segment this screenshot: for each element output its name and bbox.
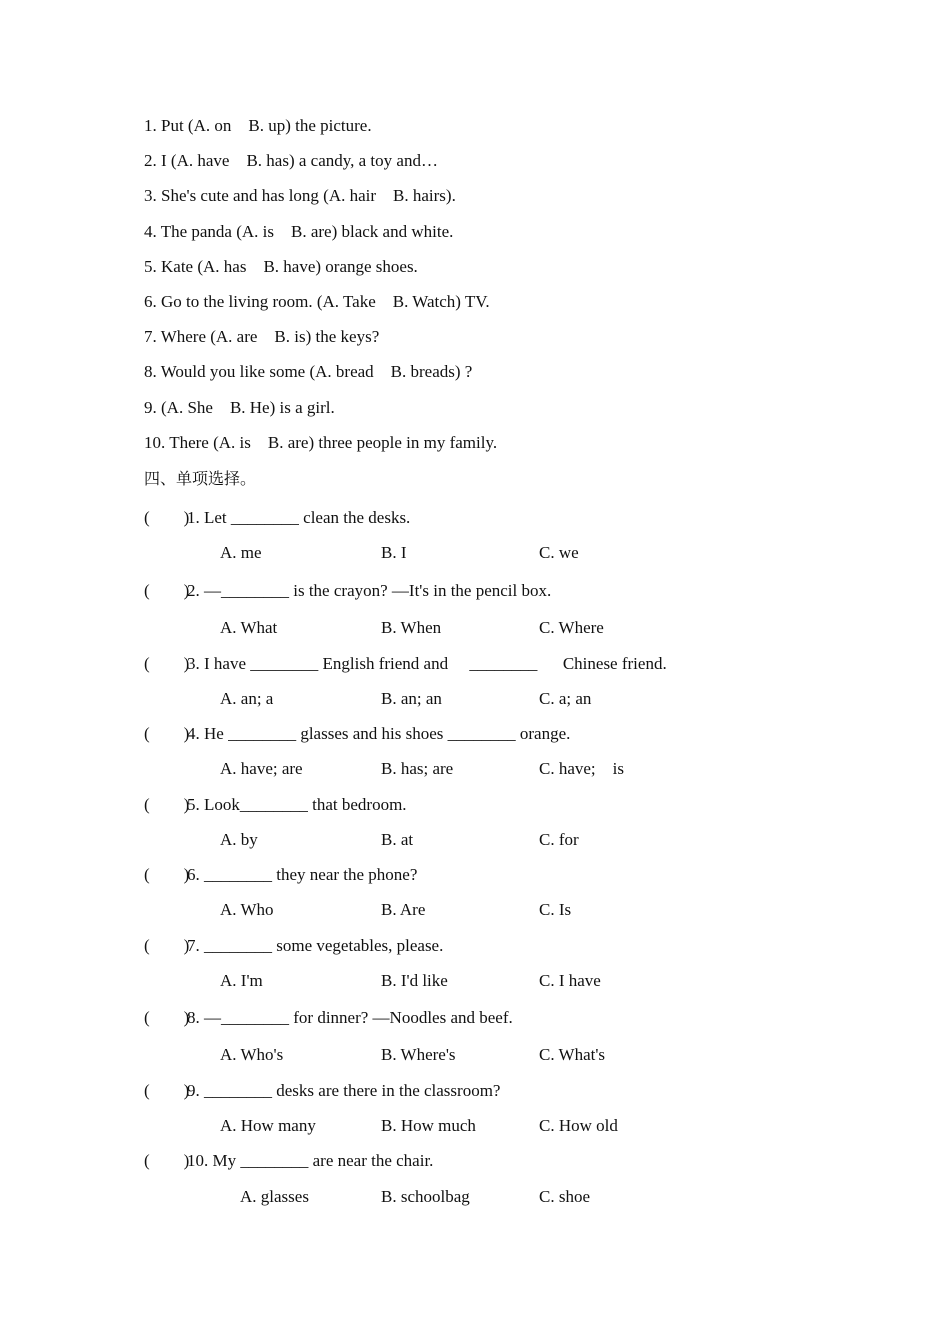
option-c: C. How old xyxy=(539,1116,618,1135)
option-c: C. we xyxy=(539,543,579,562)
answer-blank[interactable]: ( ) xyxy=(144,1151,190,1170)
option-b: B. When xyxy=(381,618,442,637)
option-b: B. Are xyxy=(381,900,426,919)
answer-blank[interactable]: ( ) xyxy=(144,654,190,673)
option-c: C. a; an xyxy=(539,689,592,708)
answer-blank[interactable]: ( ) xyxy=(144,581,190,600)
part3-item-10: 10. There (A. is B. are) three people in my family. xyxy=(144,433,498,452)
option-c: C. for xyxy=(539,830,579,849)
option-b: B. Where's xyxy=(381,1045,456,1064)
part3-item-2: 2. I (A. have B. has) a candy, a toy and… xyxy=(144,151,438,170)
answer-blank[interactable]: ( ) xyxy=(144,508,190,527)
option-c: C. What's xyxy=(539,1045,606,1064)
question-stem: 2. —________ is the crayon? —It's in the pencil box. xyxy=(187,581,552,600)
question-stem: 5. Look________ that bedroom. xyxy=(187,795,407,814)
option-b: B. How much xyxy=(381,1116,476,1135)
answer-blank[interactable]: ( ) xyxy=(144,865,190,884)
option-c: C. I have xyxy=(539,971,601,990)
option-b: B. schoolbag xyxy=(381,1187,470,1206)
option-c: C. shoe xyxy=(539,1187,590,1206)
option-b: B. an; an xyxy=(381,689,442,708)
question-stem: 9. ________ desks are there in the classroom? xyxy=(187,1081,501,1100)
option-c: C. have; is xyxy=(539,759,624,778)
question-stem: 10. My ________ are near the chair. xyxy=(187,1151,434,1170)
option-a: A. What xyxy=(220,618,278,637)
option-a: A. an; a xyxy=(220,689,274,708)
option-b: B. has; are xyxy=(381,759,454,778)
option-a: A. How many xyxy=(220,1116,316,1135)
part3-item-4: 4. The panda (A. is B. are) black and white. xyxy=(144,222,454,241)
part3-item-5: 5. Kate (A. has B. have) orange shoes. xyxy=(144,257,418,276)
question-stem: 6. ________ they near the phone? xyxy=(187,865,418,884)
option-b: B. I xyxy=(381,543,407,562)
option-a: A. Who xyxy=(220,900,274,919)
question-stem: 8. —________ for dinner? —Noodles and beef. xyxy=(187,1008,513,1027)
question-stem: 3. I have ________ English friend and ________ Chinese friend. xyxy=(187,654,667,673)
part3-item-8: 8. Would you like some (A. bread B. breads) ? xyxy=(144,362,473,381)
answer-blank[interactable]: ( ) xyxy=(144,1081,190,1100)
option-c: C. Is xyxy=(539,900,572,919)
option-a: A. I'm xyxy=(220,971,263,990)
answer-blank[interactable]: ( ) xyxy=(144,936,190,955)
question-stem: 7. ________ some vegetables, please. xyxy=(187,936,444,955)
question-stem: 1. Let ________ clean the desks. xyxy=(187,508,411,527)
option-c: C. Where xyxy=(539,618,604,637)
answer-blank[interactable]: ( ) xyxy=(144,724,190,743)
option-a: A. by xyxy=(220,830,258,849)
part3-item-9: 9. (A. She B. He) is a girl. xyxy=(144,398,335,417)
answer-blank[interactable]: ( ) xyxy=(144,1008,190,1027)
option-a: A. have; are xyxy=(220,759,303,778)
option-a: A. Who's xyxy=(220,1045,284,1064)
option-b: B. I'd like xyxy=(381,971,448,990)
part3-item-3: 3. She's cute and has long (A. hair B. hairs). xyxy=(144,186,456,205)
section-heading: 四、单项选择。 xyxy=(144,469,257,488)
question-stem: 4. He ________ glasses and his shoes ________ orange. xyxy=(187,724,571,743)
answer-blank[interactable]: ( ) xyxy=(144,795,190,814)
option-a: A. glasses xyxy=(240,1187,309,1206)
option-a: A. me xyxy=(220,543,262,562)
option-b: B. at xyxy=(381,830,414,849)
part3-item-6: 6. Go to the living room. (A. Take B. Watch) TV. xyxy=(144,292,490,311)
part3-item-1: 1. Put (A. on B. up) the picture. xyxy=(144,116,372,135)
part3-item-7: 7. Where (A. are B. is) the keys? xyxy=(144,327,380,346)
